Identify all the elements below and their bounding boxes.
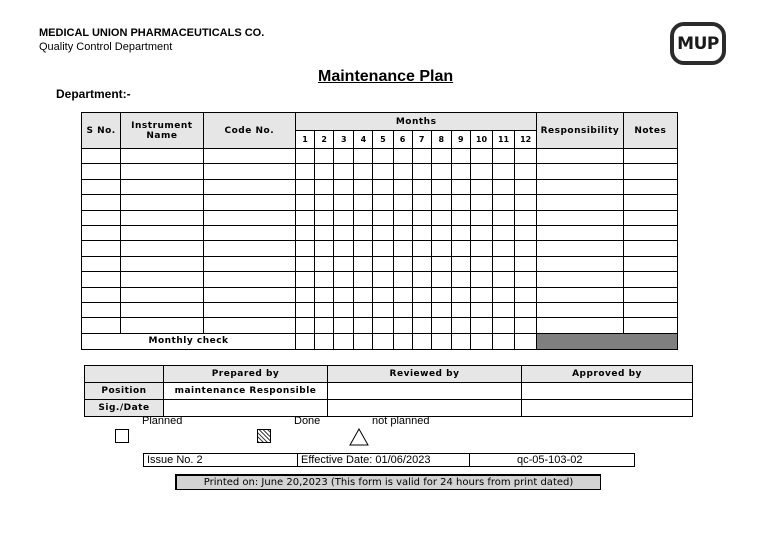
plan-cell[interactable] [373, 149, 393, 164]
monthly-check-cell[interactable] [515, 333, 537, 349]
plan-cell[interactable] [296, 272, 315, 287]
planned-box-icon [115, 429, 129, 443]
plan-cell[interactable] [515, 179, 537, 194]
plan-cell[interactable] [537, 225, 623, 240]
table-row [82, 241, 678, 256]
monthly-check-cell[interactable] [412, 333, 431, 349]
plan-cell[interactable] [623, 164, 677, 179]
plan-cell[interactable] [82, 210, 121, 225]
month-header: 3 [334, 131, 354, 149]
plan-cell[interactable] [451, 179, 470, 194]
plan-cell[interactable] [121, 149, 203, 164]
header-notes: Notes [623, 113, 677, 149]
plan-cell[interactable] [393, 272, 412, 287]
plan-cell[interactable] [623, 225, 677, 240]
plan-cell[interactable] [431, 318, 451, 333]
plan-cell[interactable] [203, 164, 295, 179]
plan-cell[interactable] [393, 256, 412, 271]
plan-cell[interactable] [82, 195, 121, 210]
plan-cell[interactable] [623, 318, 677, 333]
plan-cell[interactable] [431, 210, 451, 225]
month-header: 6 [393, 131, 412, 149]
plan-cell[interactable] [296, 241, 315, 256]
plan-cell[interactable] [315, 318, 334, 333]
plan-cell[interactable] [373, 241, 393, 256]
plan-cell[interactable] [537, 195, 623, 210]
issue-number: Issue No. 2 [147, 454, 203, 466]
plan-cell[interactable] [493, 210, 515, 225]
plan-cell[interactable] [373, 256, 393, 271]
plan-cell[interactable] [451, 256, 470, 271]
plan-cell[interactable] [412, 225, 431, 240]
plan-cell[interactable] [393, 210, 412, 225]
plan-cell[interactable] [315, 287, 334, 302]
plan-cell[interactable] [121, 256, 203, 271]
plan-cell[interactable] [515, 318, 537, 333]
plan-cell[interactable] [121, 272, 203, 287]
company-name: MEDICAL UNION PHARMACEUTICALS CO. [39, 27, 265, 39]
plan-cell[interactable] [203, 210, 295, 225]
plan-cell[interactable] [493, 241, 515, 256]
plan-cell[interactable] [296, 210, 315, 225]
table-row [82, 272, 678, 287]
plan-cell[interactable] [334, 241, 354, 256]
plan-cell[interactable] [470, 195, 492, 210]
position-reviewed-cell[interactable] [328, 383, 522, 400]
plan-cell[interactable] [354, 272, 373, 287]
plan-cell[interactable] [82, 164, 121, 179]
plan-cell[interactable] [470, 210, 492, 225]
table-row [82, 179, 678, 194]
plan-cell[interactable] [393, 225, 412, 240]
plan-cell[interactable] [121, 241, 203, 256]
plan-cell[interactable] [373, 287, 393, 302]
plan-cell[interactable] [334, 195, 354, 210]
effective-date: Effective Date: 01/06/2023 [301, 454, 431, 466]
month-header: 9 [451, 131, 470, 149]
plan-cell[interactable] [121, 164, 203, 179]
plan-cell[interactable] [354, 287, 373, 302]
table-row [82, 287, 678, 302]
plan-cell[interactable] [431, 272, 451, 287]
plan-cell[interactable] [393, 149, 412, 164]
plan-cell[interactable] [537, 272, 623, 287]
plan-cell[interactable] [82, 225, 121, 240]
plan-cell[interactable] [431, 195, 451, 210]
position-prepared-cell: maintenance Responsible [164, 383, 328, 400]
plan-cell[interactable] [623, 179, 677, 194]
plan-cell[interactable] [451, 164, 470, 179]
plan-cell[interactable] [354, 225, 373, 240]
plan-cell[interactable] [121, 318, 203, 333]
plan-cell[interactable] [412, 287, 431, 302]
plan-cell[interactable] [451, 302, 470, 317]
plan-cell[interactable] [354, 149, 373, 164]
plan-cell[interactable] [470, 302, 492, 317]
plan-cell[interactable] [121, 210, 203, 225]
monthly-check-cell[interactable] [470, 333, 492, 349]
plan-cell[interactable] [470, 149, 492, 164]
monthly-check-cell[interactable] [393, 333, 412, 349]
plan-cell[interactable] [412, 256, 431, 271]
plan-cell[interactable] [493, 302, 515, 317]
monthly-check-cell[interactable] [451, 333, 470, 349]
plan-cell[interactable] [373, 179, 393, 194]
plan-cell[interactable] [334, 225, 354, 240]
plan-cell[interactable] [373, 225, 393, 240]
plan-cell[interactable] [412, 302, 431, 317]
header-code-no: Code No. [203, 113, 295, 149]
plan-cell[interactable] [412, 149, 431, 164]
plan-cell[interactable] [315, 272, 334, 287]
plan-cell[interactable] [315, 241, 334, 256]
plan-cell[interactable] [537, 210, 623, 225]
plan-cell[interactable] [393, 241, 412, 256]
signature-table [84, 365, 693, 417]
plan-cell[interactable] [203, 302, 295, 317]
plan-cell[interactable] [334, 179, 354, 194]
plan-cell[interactable] [431, 179, 451, 194]
plan-cell[interactable] [412, 195, 431, 210]
company-logo: MUP [670, 22, 726, 65]
plan-cell[interactable] [334, 149, 354, 164]
department-label: Department:- [56, 87, 131, 101]
monthly-check-cell[interactable] [373, 333, 393, 349]
plan-cell[interactable] [203, 241, 295, 256]
sig-date-prepared-cell[interactable] [164, 400, 328, 417]
table-row [82, 164, 678, 179]
signature-corner-cell [85, 366, 164, 383]
plan-cell[interactable] [82, 318, 121, 333]
plan-cell[interactable] [623, 256, 677, 271]
plan-cell[interactable] [296, 195, 315, 210]
plan-cell[interactable] [451, 225, 470, 240]
plan-cell[interactable] [431, 241, 451, 256]
plan-cell[interactable] [82, 302, 121, 317]
plan-cell[interactable] [82, 179, 121, 194]
plan-cell[interactable] [451, 210, 470, 225]
plan-cell[interactable] [412, 272, 431, 287]
plan-cell[interactable] [515, 256, 537, 271]
plan-cell[interactable] [354, 241, 373, 256]
plan-cell[interactable] [537, 149, 623, 164]
plan-cell[interactable] [412, 318, 431, 333]
plan-cell[interactable] [203, 225, 295, 240]
plan-cell[interactable] [315, 210, 334, 225]
done-hatched-box-icon [257, 429, 271, 443]
plan-cell[interactable] [354, 210, 373, 225]
plan-cell[interactable] [354, 256, 373, 271]
plan-cell[interactable] [82, 149, 121, 164]
table-row [82, 210, 678, 225]
plan-cell[interactable] [334, 318, 354, 333]
plan-cell[interactable] [82, 241, 121, 256]
header-responsibility: Responsibility [537, 113, 623, 149]
plan-cell[interactable] [493, 318, 515, 333]
plan-cell[interactable] [451, 195, 470, 210]
monthly-check-cell[interactable] [315, 333, 334, 349]
plan-cell[interactable] [623, 210, 677, 225]
plan-cell[interactable] [431, 302, 451, 317]
plan-cell[interactable] [470, 164, 492, 179]
issue-divider [297, 454, 298, 466]
plan-cell[interactable] [393, 287, 412, 302]
monthly-check-shaded-cell [537, 333, 678, 349]
plan-cell[interactable] [412, 179, 431, 194]
plan-cell[interactable] [623, 302, 677, 317]
plan-cell[interactable] [296, 318, 315, 333]
plan-cell[interactable] [203, 256, 295, 271]
plan-cell[interactable] [493, 287, 515, 302]
plan-cell[interactable] [537, 164, 623, 179]
sig-date-reviewed-cell[interactable] [328, 400, 522, 417]
plan-cell[interactable] [393, 164, 412, 179]
plan-cell[interactable] [470, 318, 492, 333]
plan-cell[interactable] [354, 302, 373, 317]
plan-cell[interactable] [515, 287, 537, 302]
plan-cell[interactable] [537, 179, 623, 194]
legend-not-planned-label: not planned [372, 415, 430, 427]
monthly-check-label: Monthly check [82, 333, 296, 349]
plan-cell[interactable] [315, 195, 334, 210]
printed-on-note: Printed on: June 20,2023 (This form is valid for 24 hours from print dated) [175, 474, 601, 490]
plan-cell[interactable] [537, 318, 623, 333]
plan-cell[interactable] [334, 302, 354, 317]
plan-cell[interactable] [470, 287, 492, 302]
month-header: 7 [412, 131, 431, 149]
plan-cell[interactable] [315, 149, 334, 164]
plan-cell[interactable] [470, 272, 492, 287]
not-planned-triangle-icon [349, 428, 369, 446]
plan-cell[interactable] [373, 164, 393, 179]
plan-cell[interactable] [451, 241, 470, 256]
month-header: 5 [373, 131, 393, 149]
legend-done-label: Done [294, 415, 321, 427]
plan-cell[interactable] [431, 256, 451, 271]
page-title: Maintenance Plan [318, 68, 454, 85]
plan-cell[interactable] [203, 149, 295, 164]
plan-cell[interactable] [431, 225, 451, 240]
plan-cell[interactable] [121, 225, 203, 240]
monthly-check-cell[interactable] [493, 333, 515, 349]
form-code: qc-05-103-02 [517, 454, 583, 466]
reviewed-by-header: Reviewed by [328, 366, 522, 383]
plan-cell[interactable] [412, 210, 431, 225]
plan-cell[interactable] [431, 287, 451, 302]
legend-planned-label: Planned [142, 415, 183, 427]
plan-cell[interactable] [623, 272, 677, 287]
plan-cell[interactable] [296, 256, 315, 271]
plan-cell[interactable] [470, 179, 492, 194]
plan-cell[interactable] [354, 164, 373, 179]
month-header: 10 [470, 131, 492, 149]
plan-cell[interactable] [493, 179, 515, 194]
table-row [82, 225, 678, 240]
plan-cell[interactable] [373, 302, 393, 317]
plan-cell[interactable] [296, 302, 315, 317]
plan-cell[interactable] [82, 287, 121, 302]
plan-cell[interactable] [315, 179, 334, 194]
plan-cell[interactable] [493, 272, 515, 287]
plan-cell[interactable] [334, 210, 354, 225]
month-header: 2 [315, 131, 334, 149]
plan-cell[interactable] [623, 149, 677, 164]
plan-cell[interactable] [121, 287, 203, 302]
maintenance-plan-table [81, 112, 678, 350]
table-row [82, 256, 678, 271]
plan-cell[interactable] [393, 195, 412, 210]
plan-cell[interactable] [82, 256, 121, 271]
plan-cell[interactable] [373, 195, 393, 210]
plan-cell[interactable] [515, 210, 537, 225]
plan-cell[interactable] [315, 164, 334, 179]
approved-by-header: Approved by [522, 366, 693, 383]
plan-cell[interactable] [515, 302, 537, 317]
plan-cell[interactable] [296, 287, 315, 302]
plan-cell[interactable] [537, 302, 623, 317]
plan-cell[interactable] [315, 256, 334, 271]
plan-cell[interactable] [493, 195, 515, 210]
monthly-check-cell[interactable] [354, 333, 373, 349]
plan-cell[interactable] [623, 195, 677, 210]
plan-cell[interactable] [334, 272, 354, 287]
plan-cell[interactable] [354, 195, 373, 210]
plan-cell[interactable] [623, 241, 677, 256]
plan-cell[interactable] [537, 256, 623, 271]
table-row [82, 195, 678, 210]
plan-cell[interactable] [334, 164, 354, 179]
plan-cell[interactable] [203, 272, 295, 287]
plan-cell[interactable] [296, 179, 315, 194]
plan-cell[interactable] [470, 241, 492, 256]
plan-cell[interactable] [470, 256, 492, 271]
plan-cell[interactable] [393, 179, 412, 194]
sig-date-approved-cell[interactable] [522, 400, 693, 417]
plan-cell[interactable] [493, 225, 515, 240]
plan-cell[interactable] [623, 287, 677, 302]
plan-cell[interactable] [412, 164, 431, 179]
plan-cell[interactable] [121, 302, 203, 317]
plan-cell[interactable] [203, 179, 295, 194]
plan-cell[interactable] [470, 225, 492, 240]
plan-cell[interactable] [451, 272, 470, 287]
plan-cell[interactable] [373, 272, 393, 287]
plan-cell[interactable] [431, 164, 451, 179]
month-header: 8 [431, 131, 451, 149]
plan-cell[interactable] [451, 149, 470, 164]
plan-cell[interactable] [412, 241, 431, 256]
plan-cell[interactable] [537, 241, 623, 256]
table-row [82, 302, 678, 317]
plan-cell[interactable] [537, 287, 623, 302]
plan-cell[interactable] [515, 164, 537, 179]
plan-cell[interactable] [493, 256, 515, 271]
plan-cell[interactable] [515, 272, 537, 287]
plan-cell[interactable] [121, 195, 203, 210]
sig-date-label: Sig./Date [85, 400, 164, 417]
month-header: 12 [515, 131, 537, 149]
plan-cell[interactable] [451, 318, 470, 333]
prepared-by-header: Prepared by [164, 366, 328, 383]
position-label: Position [85, 383, 164, 400]
plan-cell[interactable] [515, 149, 537, 164]
plan-cell[interactable] [373, 318, 393, 333]
issue-divider [469, 454, 470, 466]
plan-cell[interactable] [515, 241, 537, 256]
plan-cell[interactable] [296, 149, 315, 164]
plan-cell[interactable] [393, 302, 412, 317]
plan-cell[interactable] [373, 210, 393, 225]
plan-cell[interactable] [334, 256, 354, 271]
table-row [82, 149, 678, 164]
position-approved-cell[interactable] [522, 383, 693, 400]
plan-cell[interactable] [493, 164, 515, 179]
plan-cell[interactable] [334, 287, 354, 302]
month-header: 11 [493, 131, 515, 149]
plan-cell[interactable] [315, 302, 334, 317]
plan-cell[interactable] [515, 225, 537, 240]
monthly-check-cell[interactable] [431, 333, 451, 349]
plan-cell[interactable] [493, 149, 515, 164]
plan-cell[interactable] [515, 195, 537, 210]
table-row [82, 318, 678, 333]
plan-cell[interactable] [431, 149, 451, 164]
plan-table-body [82, 149, 678, 334]
month-header: 1 [296, 131, 315, 149]
plan-cell[interactable] [315, 225, 334, 240]
plan-cell[interactable] [354, 318, 373, 333]
monthly-check-cell[interactable] [334, 333, 354, 349]
monthly-check-cell[interactable] [296, 333, 315, 349]
plan-cell[interactable] [203, 195, 295, 210]
plan-cell[interactable] [451, 287, 470, 302]
plan-cell[interactable] [393, 318, 412, 333]
header-months: Months [296, 113, 537, 131]
plan-cell[interactable] [296, 164, 315, 179]
plan-cell[interactable] [121, 179, 203, 194]
month-header: 4 [354, 131, 373, 149]
plan-cell[interactable] [296, 225, 315, 240]
issue-info-bar [143, 453, 635, 467]
plan-cell[interactable] [203, 287, 295, 302]
header-sno: S No. [82, 113, 121, 149]
plan-cell[interactable] [354, 179, 373, 194]
header-instrument-name: Instrument Name [121, 113, 203, 149]
plan-cell[interactable] [82, 272, 121, 287]
plan-cell[interactable] [203, 318, 295, 333]
department-subtitle: Quality Control Department [39, 41, 173, 53]
